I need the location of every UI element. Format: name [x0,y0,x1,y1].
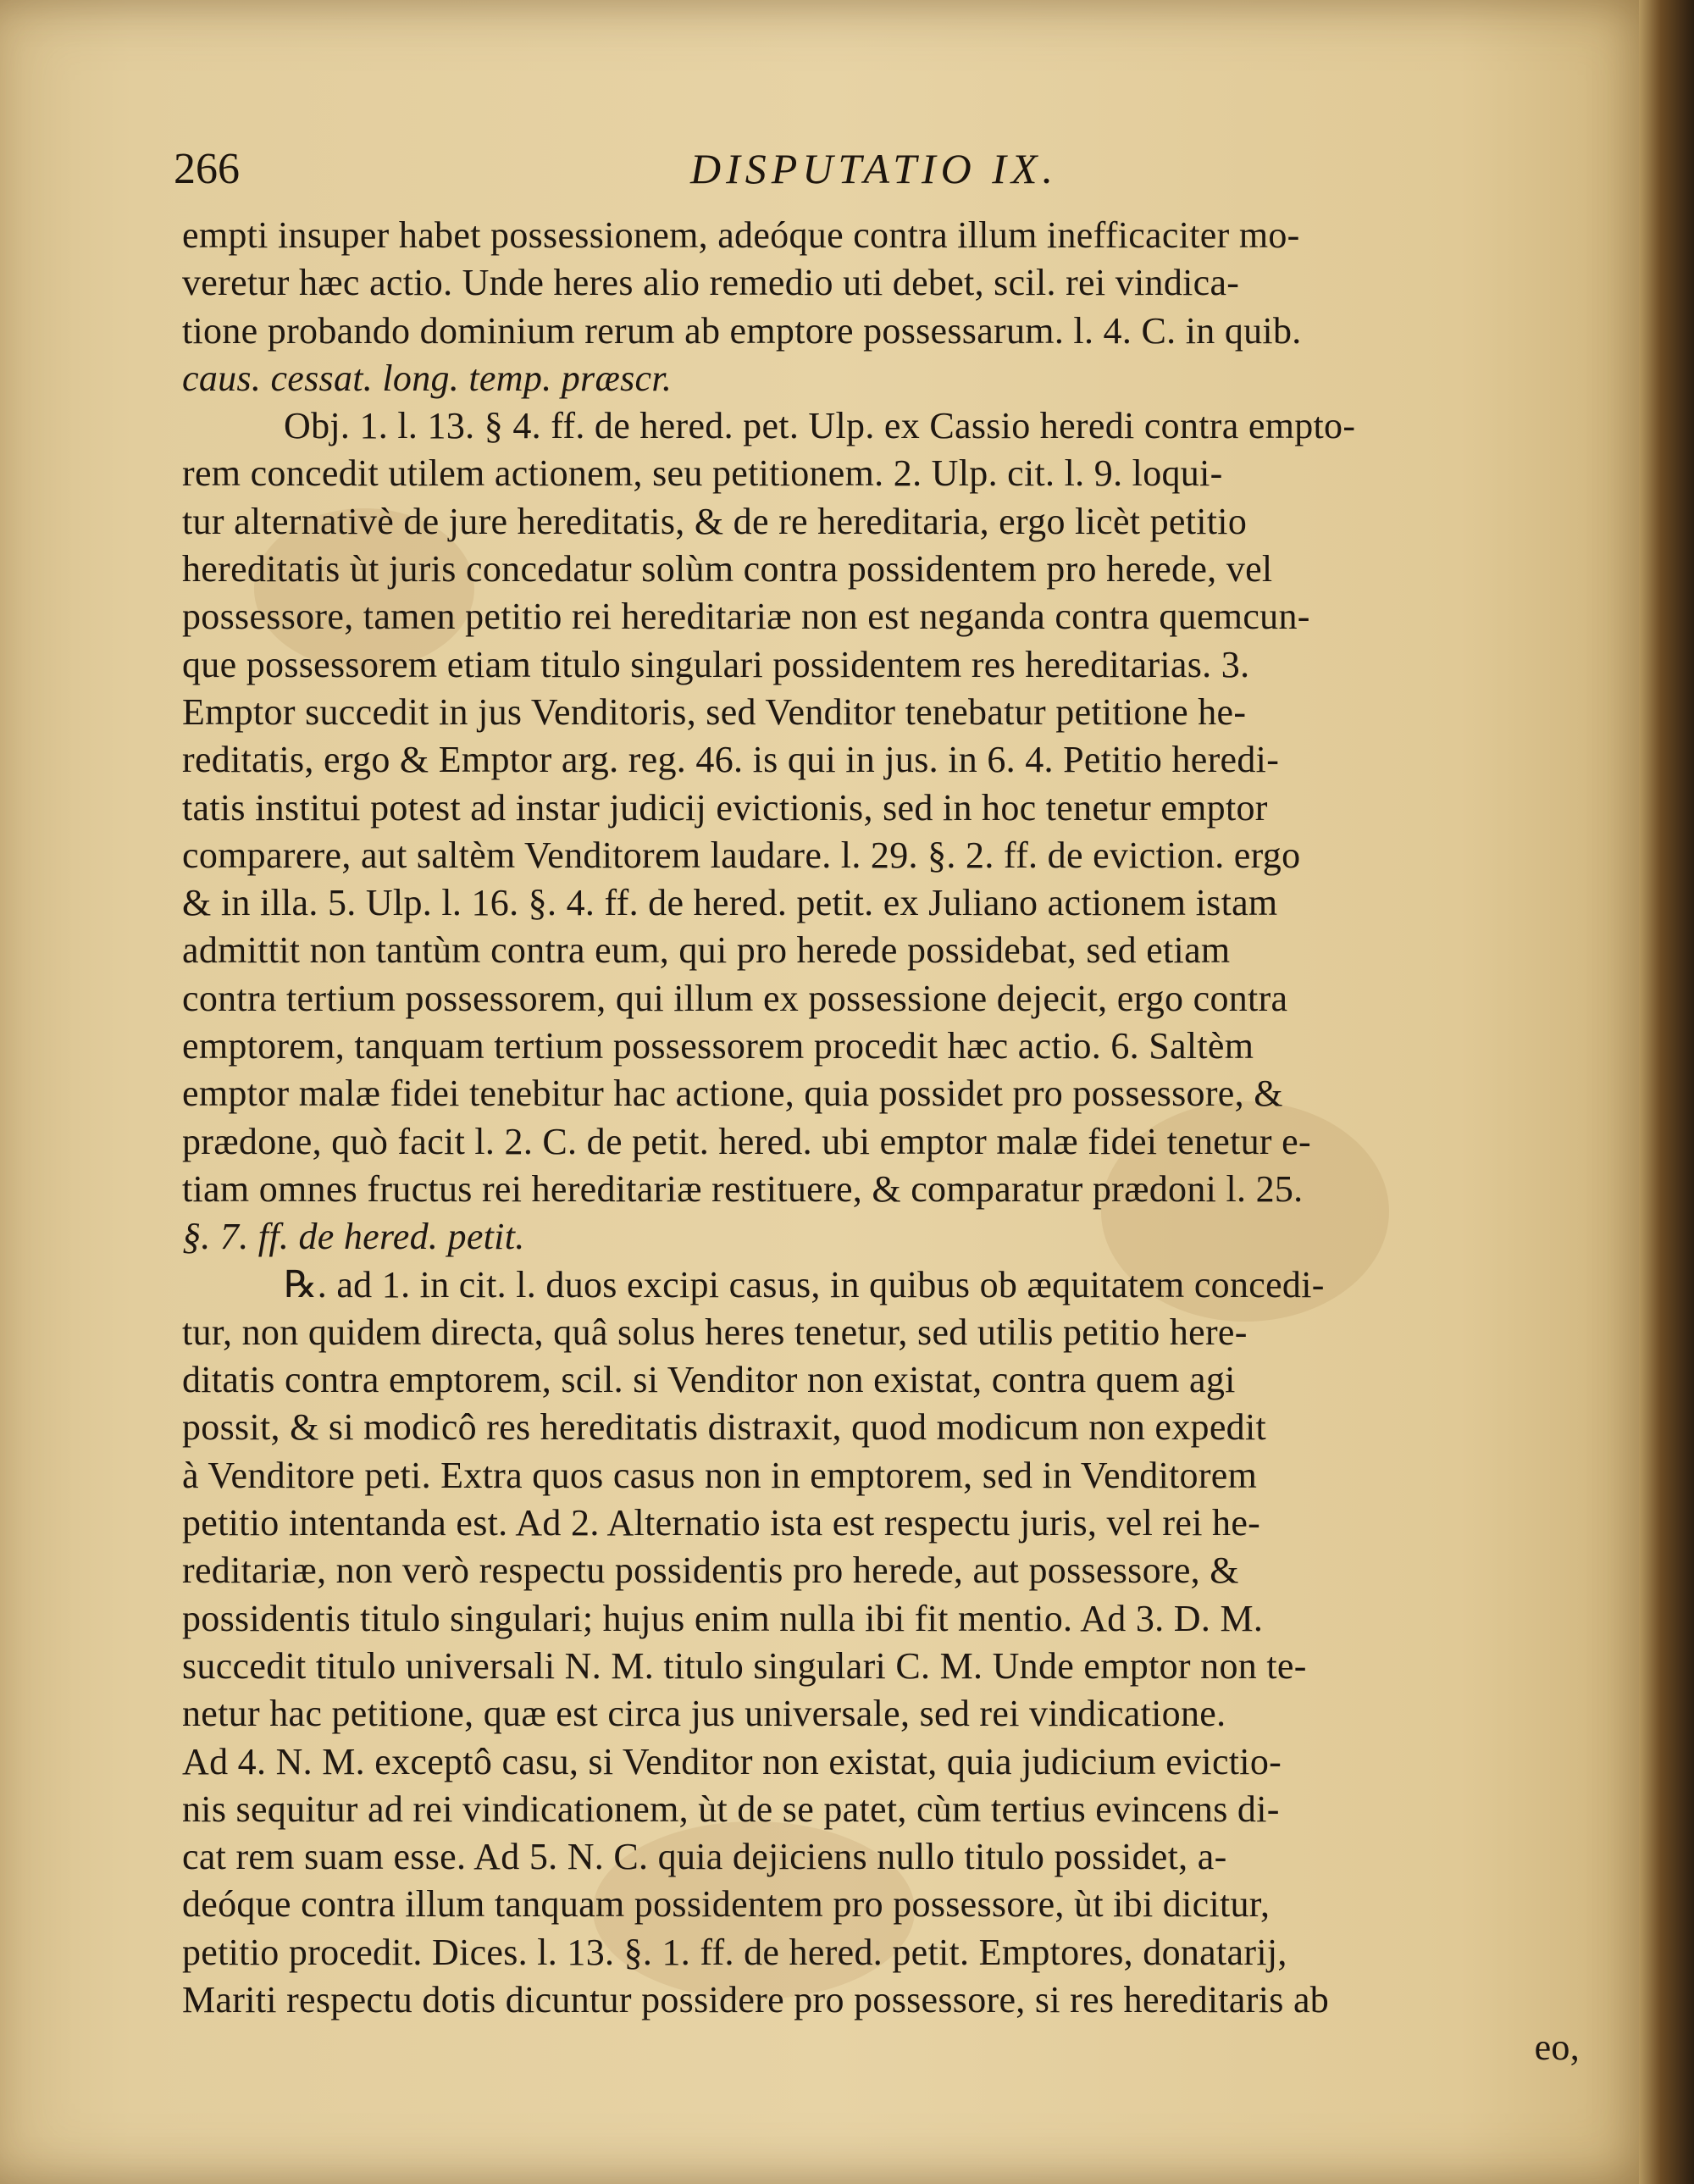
text-line: Emptor succedit in jus Venditoris, sed Venditor tenebatur petitione he- [182,690,1247,733]
text-line: caus. cessat. long. temp. præscr. [182,357,673,399]
running-title: DISPUTATIO IX. [690,145,1058,192]
body-text [182,212,1580,2072]
text-line: possessore, tamen petitio rei hereditariæ non est neganda contra quemcun- [182,596,1310,638]
text-line: ditatis contra emptorem, scil. si Venditor non existat, contra quem agi [182,1359,1236,1401]
catchword: eo, [1534,2026,1580,2069]
text-line: admittit non tantùm contra eum, qui pro herede possidebat, sed etiam [182,929,1231,972]
text-line: tatis institui potest ad instar judicij evictionis, sed in hoc tenetur emptor [182,786,1268,829]
text-line: empti insuper habet possessionem, adeóque contra illum inefficaciter mo- [182,214,1300,256]
text-line: Ad 4. N. M. exceptô casu, si Venditor non existat, quia judicium evictio- [182,1740,1282,1782]
text-line: comparere, aut saltèm Venditorem laudare. l. 29. §. 2. ff. de eviction. ergo [182,834,1301,876]
text-line: petitio procedit. Dices. l. 13. §. 1. ff. de hered. petit. Emptores, donatarij, [182,1931,1287,1973]
book-gutter [1639,0,1694,2184]
text-line: nis sequitur ad rei vindicationem, ùt de se patet, cùm tertius evincens di- [182,1788,1280,1830]
page-number: 266 [174,145,240,193]
text-line: à Venditore peti. Extra quos casus non in emptorem, sed in Venditorem [182,1454,1258,1496]
text-line: veretur hæc actio. Unde heres alio remedio uti debet, scil. rei vindica- [182,262,1240,304]
text-line: Mariti respectu dotis dicuntur possidere pro possessore, si res hereditaris ab [182,1978,1330,2020]
text-line: §. 7. ff. de hered. petit. [182,1216,525,1258]
text-line: tur alternativè de jure hereditatis, & de re hereditaria, ergo licèt petitio [182,500,1248,542]
text-line: petitio intentanda est. Ad 2. Alternatio ista est respectu juris, vel rei he- [182,1502,1261,1544]
page-header [174,144,1597,212]
text-line: que possessorem etiam titulo singulari possidentem res hereditarias. 3. [182,643,1250,685]
text-line: emptor malæ fidei tenebitur hac actione, quia possidet pro possessore, & [182,1073,1283,1115]
text-line: prædone, quò facit l. 2. C. de petit. hered. ubi emptor malæ fidei tenetur e- [182,1120,1311,1162]
text-line: rem concedit utilem actionem, seu petitionem. 2. Ulp. cit. l. 9. loqui- [182,452,1223,495]
text-line: emptorem, tanquam tertium possessorem procedit hæc actio. 6. Saltèm [182,1025,1254,1067]
text-line: hereditatis ùt juris concedatur solùm contra possidentem pro herede, vel [182,548,1273,590]
text-line: cat rem suam esse. Ad 5. N. C. quia dejiciens nullo titulo possidet, a- [182,1836,1227,1878]
text-line: succedit titulo universali N. M. titulo singulari C. M. Unde emptor non te- [182,1644,1307,1687]
text-line: possidentis titulo singulari; hujus enim nulla ibi fit mentio. Ad 3. D. M. [182,1597,1264,1639]
text-line: tione probando dominium rerum ab emptore possessarum. l. 4. C. in quib. [182,309,1302,352]
text-line: tiam omnes fructus rei hereditariæ restituere, & comparatur prædoni l. 25. [182,1167,1304,1210]
text-line: deóque contra illum tanquam possidentem pro possessore, ùt ibi dicitur, [182,1883,1270,1926]
text-line: reditatis, ergo & Emptor arg. reg. 46. is qui in jus. in 6. 4. Petitio heredi- [182,739,1280,781]
text-line: netur hac petitione, quæ est circa jus universale, sed rei vindicatione. [182,1693,1226,1735]
text-line: tur, non quidem directa, quâ solus heres tenetur, sed utilis petitio here- [182,1311,1248,1353]
text-line: ℞. ad 1. in cit. l. duos excipi casus, in quibus ob æquitatem concedi- [284,1263,1325,1305]
text-line: contra tertium possessorem, qui illum ex possessione dejecit, ergo contra [182,977,1288,1019]
text-line: reditariæ, non verò respectu possidentis pro herede, aut possessore, & [182,1549,1239,1592]
text-line: Obj. 1. l. 13. § 4. ff. de hered. pet. Ulp. ex Cassio heredi contra empto- [284,405,1356,447]
text-line: & in illa. 5. Ulp. l. 16. §. 4. ff. de hered. petit. ex Juliano actionem istam [182,882,1278,924]
text-line: possit, & si modicô res hereditatis distraxit, quod modicum non expedit [182,1406,1267,1449]
